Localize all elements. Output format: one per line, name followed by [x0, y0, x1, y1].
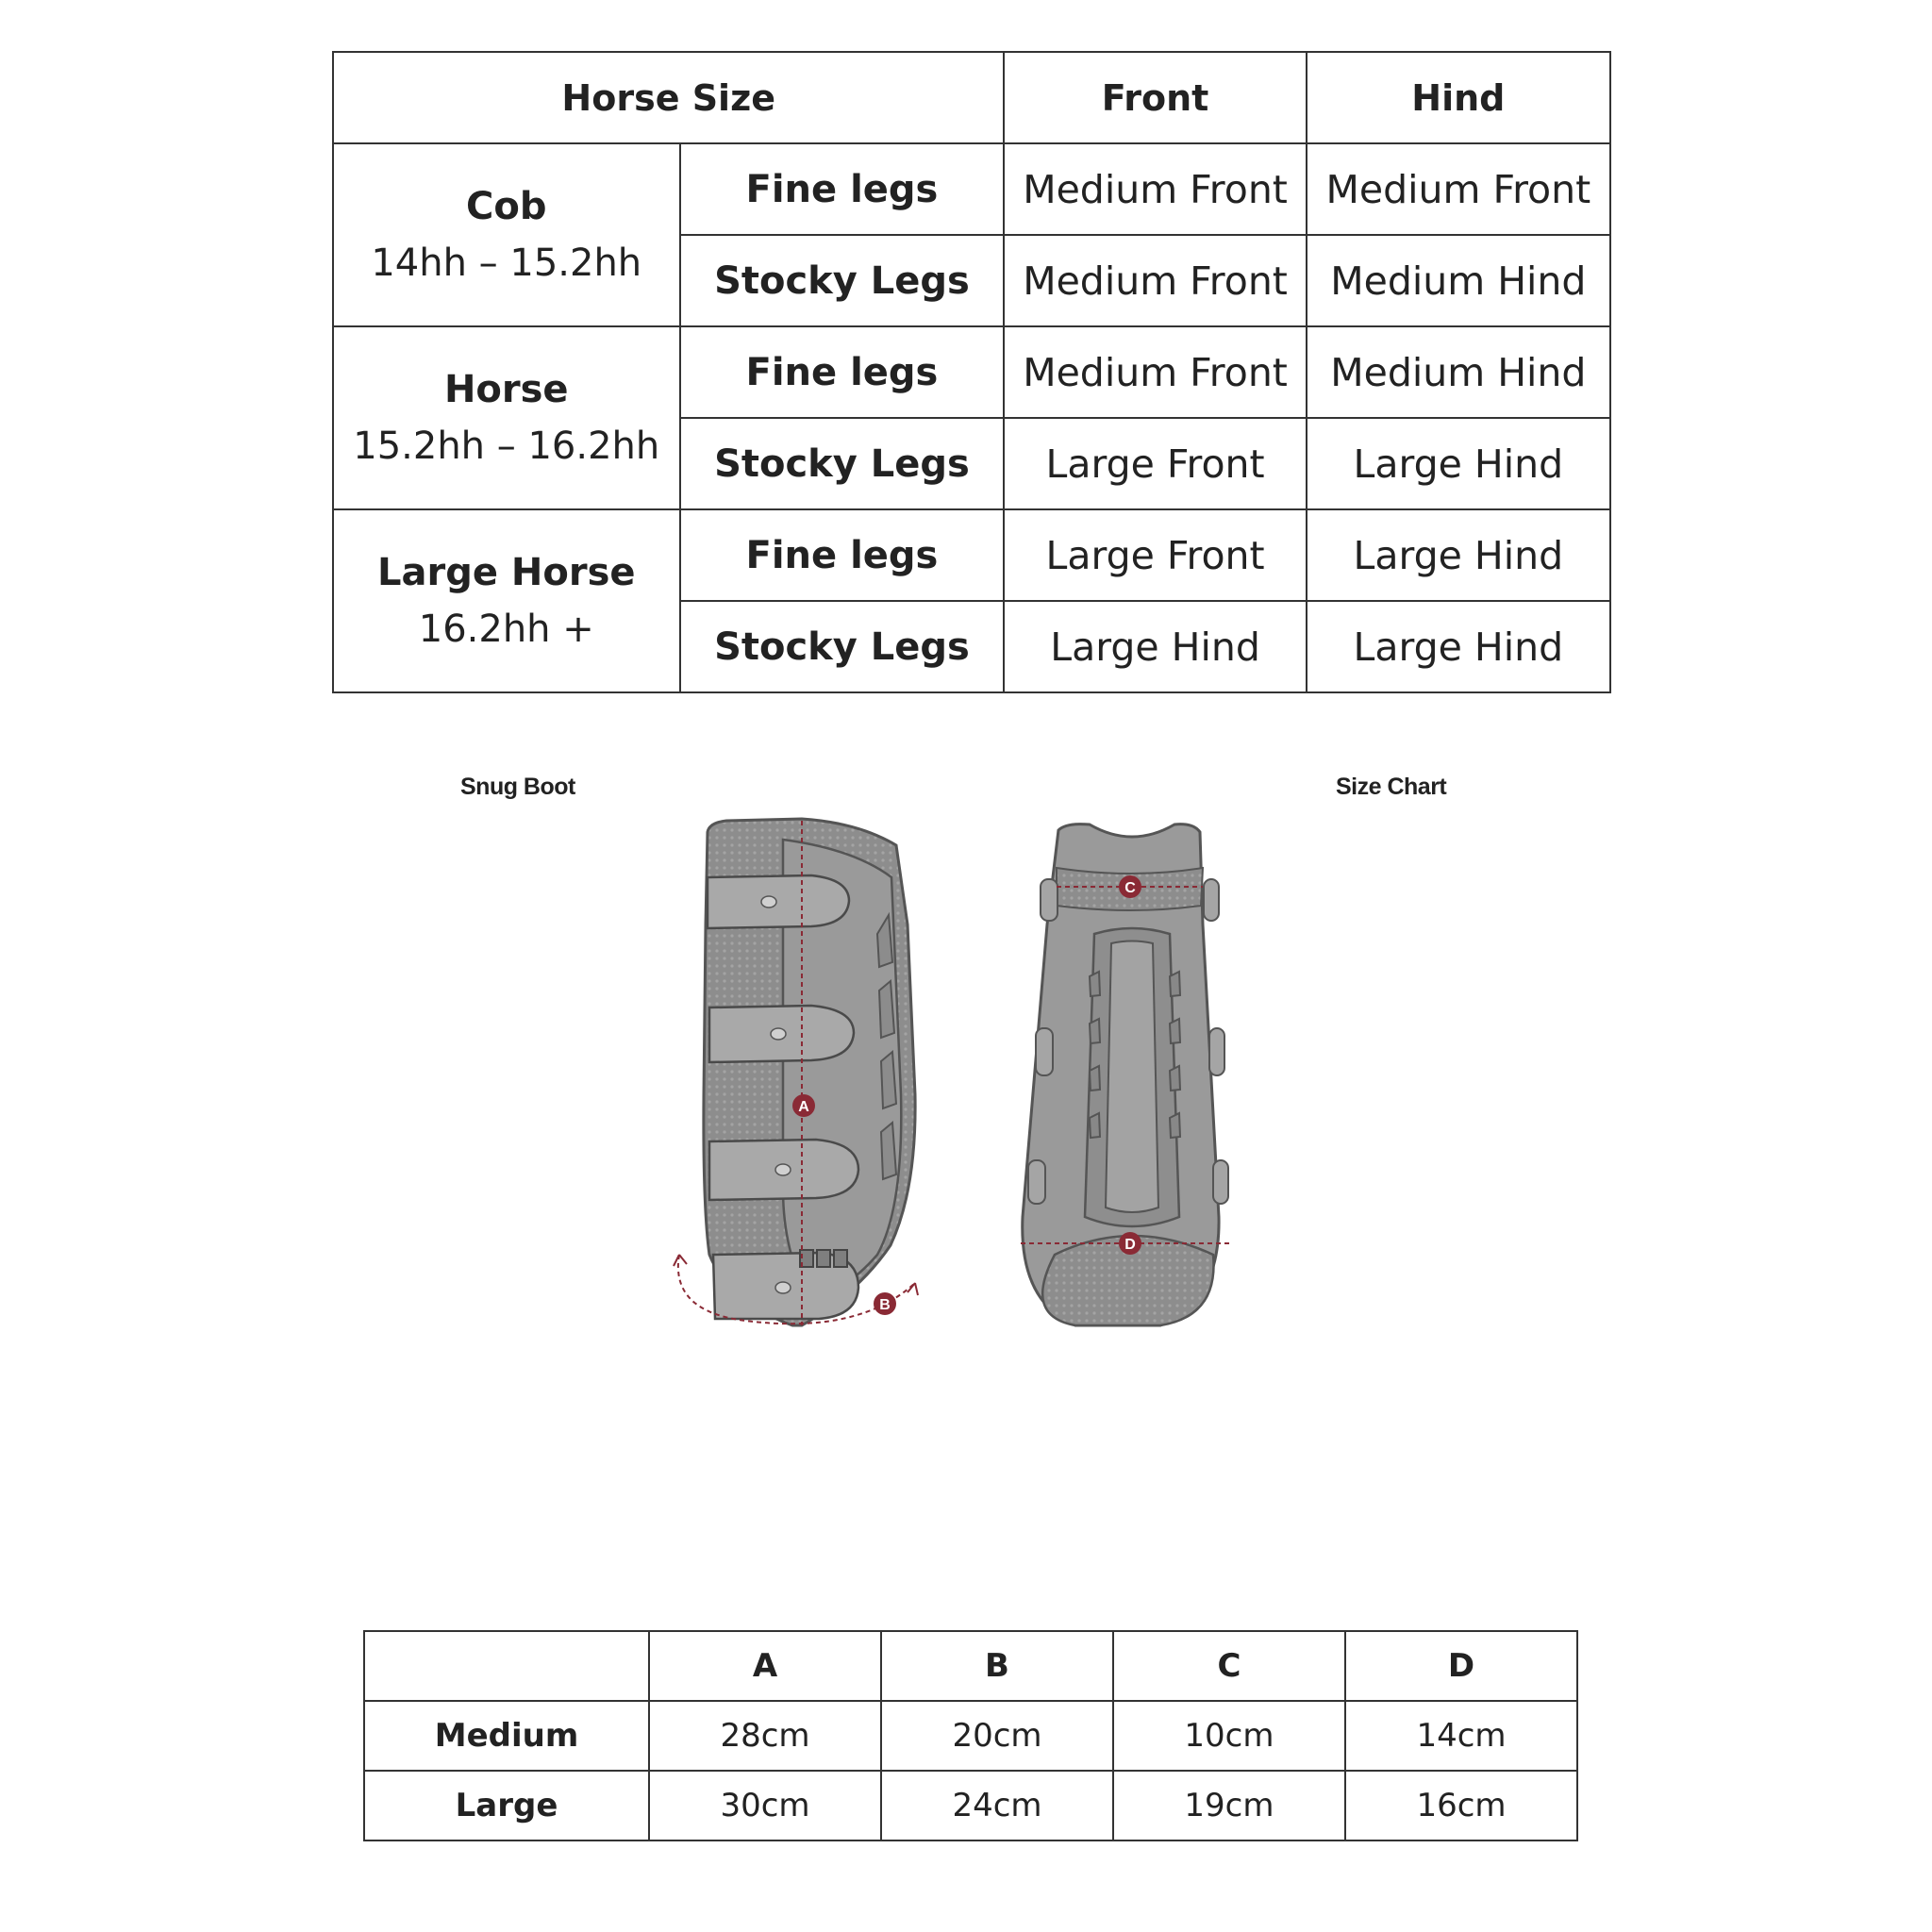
marker-a-label: A: [798, 1099, 809, 1115]
header-horse-size: Horse Size: [333, 52, 1004, 143]
table-row: [364, 1771, 1577, 1840]
group-name: Large Horse: [376, 551, 636, 594]
group-range: 16.2hh +: [418, 608, 594, 651]
header-a: A: [649, 1631, 881, 1701]
marker-d-label: D: [1124, 1237, 1136, 1253]
group-cell-large-horse: [333, 509, 680, 692]
group-name: Horse: [443, 368, 569, 411]
front-size-cell: Medium Front: [1004, 143, 1306, 235]
measure-cell: 14cm: [1345, 1701, 1577, 1771]
header-b: B: [881, 1631, 1113, 1701]
snug-boot-caption: Snug Boot: [460, 774, 575, 800]
group-cell-cob: [333, 143, 680, 326]
marker-b-label: B: [879, 1297, 891, 1313]
table-row: [333, 509, 1610, 601]
measurement-table: [363, 1630, 1578, 1841]
leg-type-cell: Stocky Legs: [680, 601, 1005, 692]
boot-illustration: [660, 811, 1264, 1453]
leg-type-cell: Stocky Legs: [680, 235, 1005, 326]
marker-d-icon: [1119, 1232, 1141, 1255]
hind-size-cell: Medium Hind: [1307, 235, 1610, 326]
header-c: C: [1113, 1631, 1345, 1701]
front-size-cell: Large Front: [1004, 418, 1306, 509]
size-chart-caption: Size Chart: [1336, 774, 1447, 800]
group-name: Cob: [466, 185, 547, 228]
hind-size-cell: Medium Hind: [1307, 326, 1610, 418]
table-row: [333, 326, 1610, 418]
marker-a-icon: [792, 1094, 815, 1117]
group-range: 14hh – 15.2hh: [371, 242, 642, 285]
hind-size-cell: Large Hind: [1307, 509, 1610, 601]
table-row: [333, 143, 1610, 235]
hind-size-cell: Large Hind: [1307, 418, 1610, 509]
marker-c-label: C: [1124, 880, 1136, 896]
side-view-boot: [674, 819, 918, 1325]
measure-cell: 24cm: [881, 1771, 1113, 1840]
header-front: Front: [1004, 52, 1306, 143]
header-hind: Hind: [1307, 52, 1610, 143]
front-size-cell: Medium Front: [1004, 235, 1306, 326]
marker-b-icon: [874, 1292, 896, 1315]
size-label-cell: Medium: [364, 1701, 649, 1771]
measure-cell: 20cm: [881, 1701, 1113, 1771]
front-size-cell: Large Front: [1004, 509, 1306, 601]
group-range: 15.2hh – 16.2hh: [353, 425, 660, 468]
leg-type-cell: Fine legs: [680, 509, 1005, 601]
header-corner: [364, 1631, 649, 1701]
header-d: D: [1345, 1631, 1577, 1701]
front-size-cell: Medium Front: [1004, 326, 1306, 418]
measure-cell: 30cm: [649, 1771, 881, 1840]
leg-type-cell: Fine legs: [680, 143, 1005, 235]
horse-size-table: [332, 51, 1611, 693]
hind-size-cell: Medium Front: [1307, 143, 1610, 235]
leg-type-cell: Fine legs: [680, 326, 1005, 418]
table-header-row: [364, 1631, 1577, 1701]
measure-cell: 16cm: [1345, 1771, 1577, 1840]
size-label-cell: Large: [364, 1771, 649, 1840]
measure-cell: 28cm: [649, 1701, 881, 1771]
hind-size-cell: Large Hind: [1307, 601, 1610, 692]
measure-cell: 10cm: [1113, 1701, 1345, 1771]
measure-cell: 19cm: [1113, 1771, 1345, 1840]
table-header-row: [333, 52, 1610, 143]
front-size-cell: Large Hind: [1004, 601, 1306, 692]
marker-c-icon: [1119, 875, 1141, 898]
group-cell-horse: [333, 326, 680, 509]
leg-type-cell: Stocky Legs: [680, 418, 1005, 509]
table-row: [364, 1701, 1577, 1771]
